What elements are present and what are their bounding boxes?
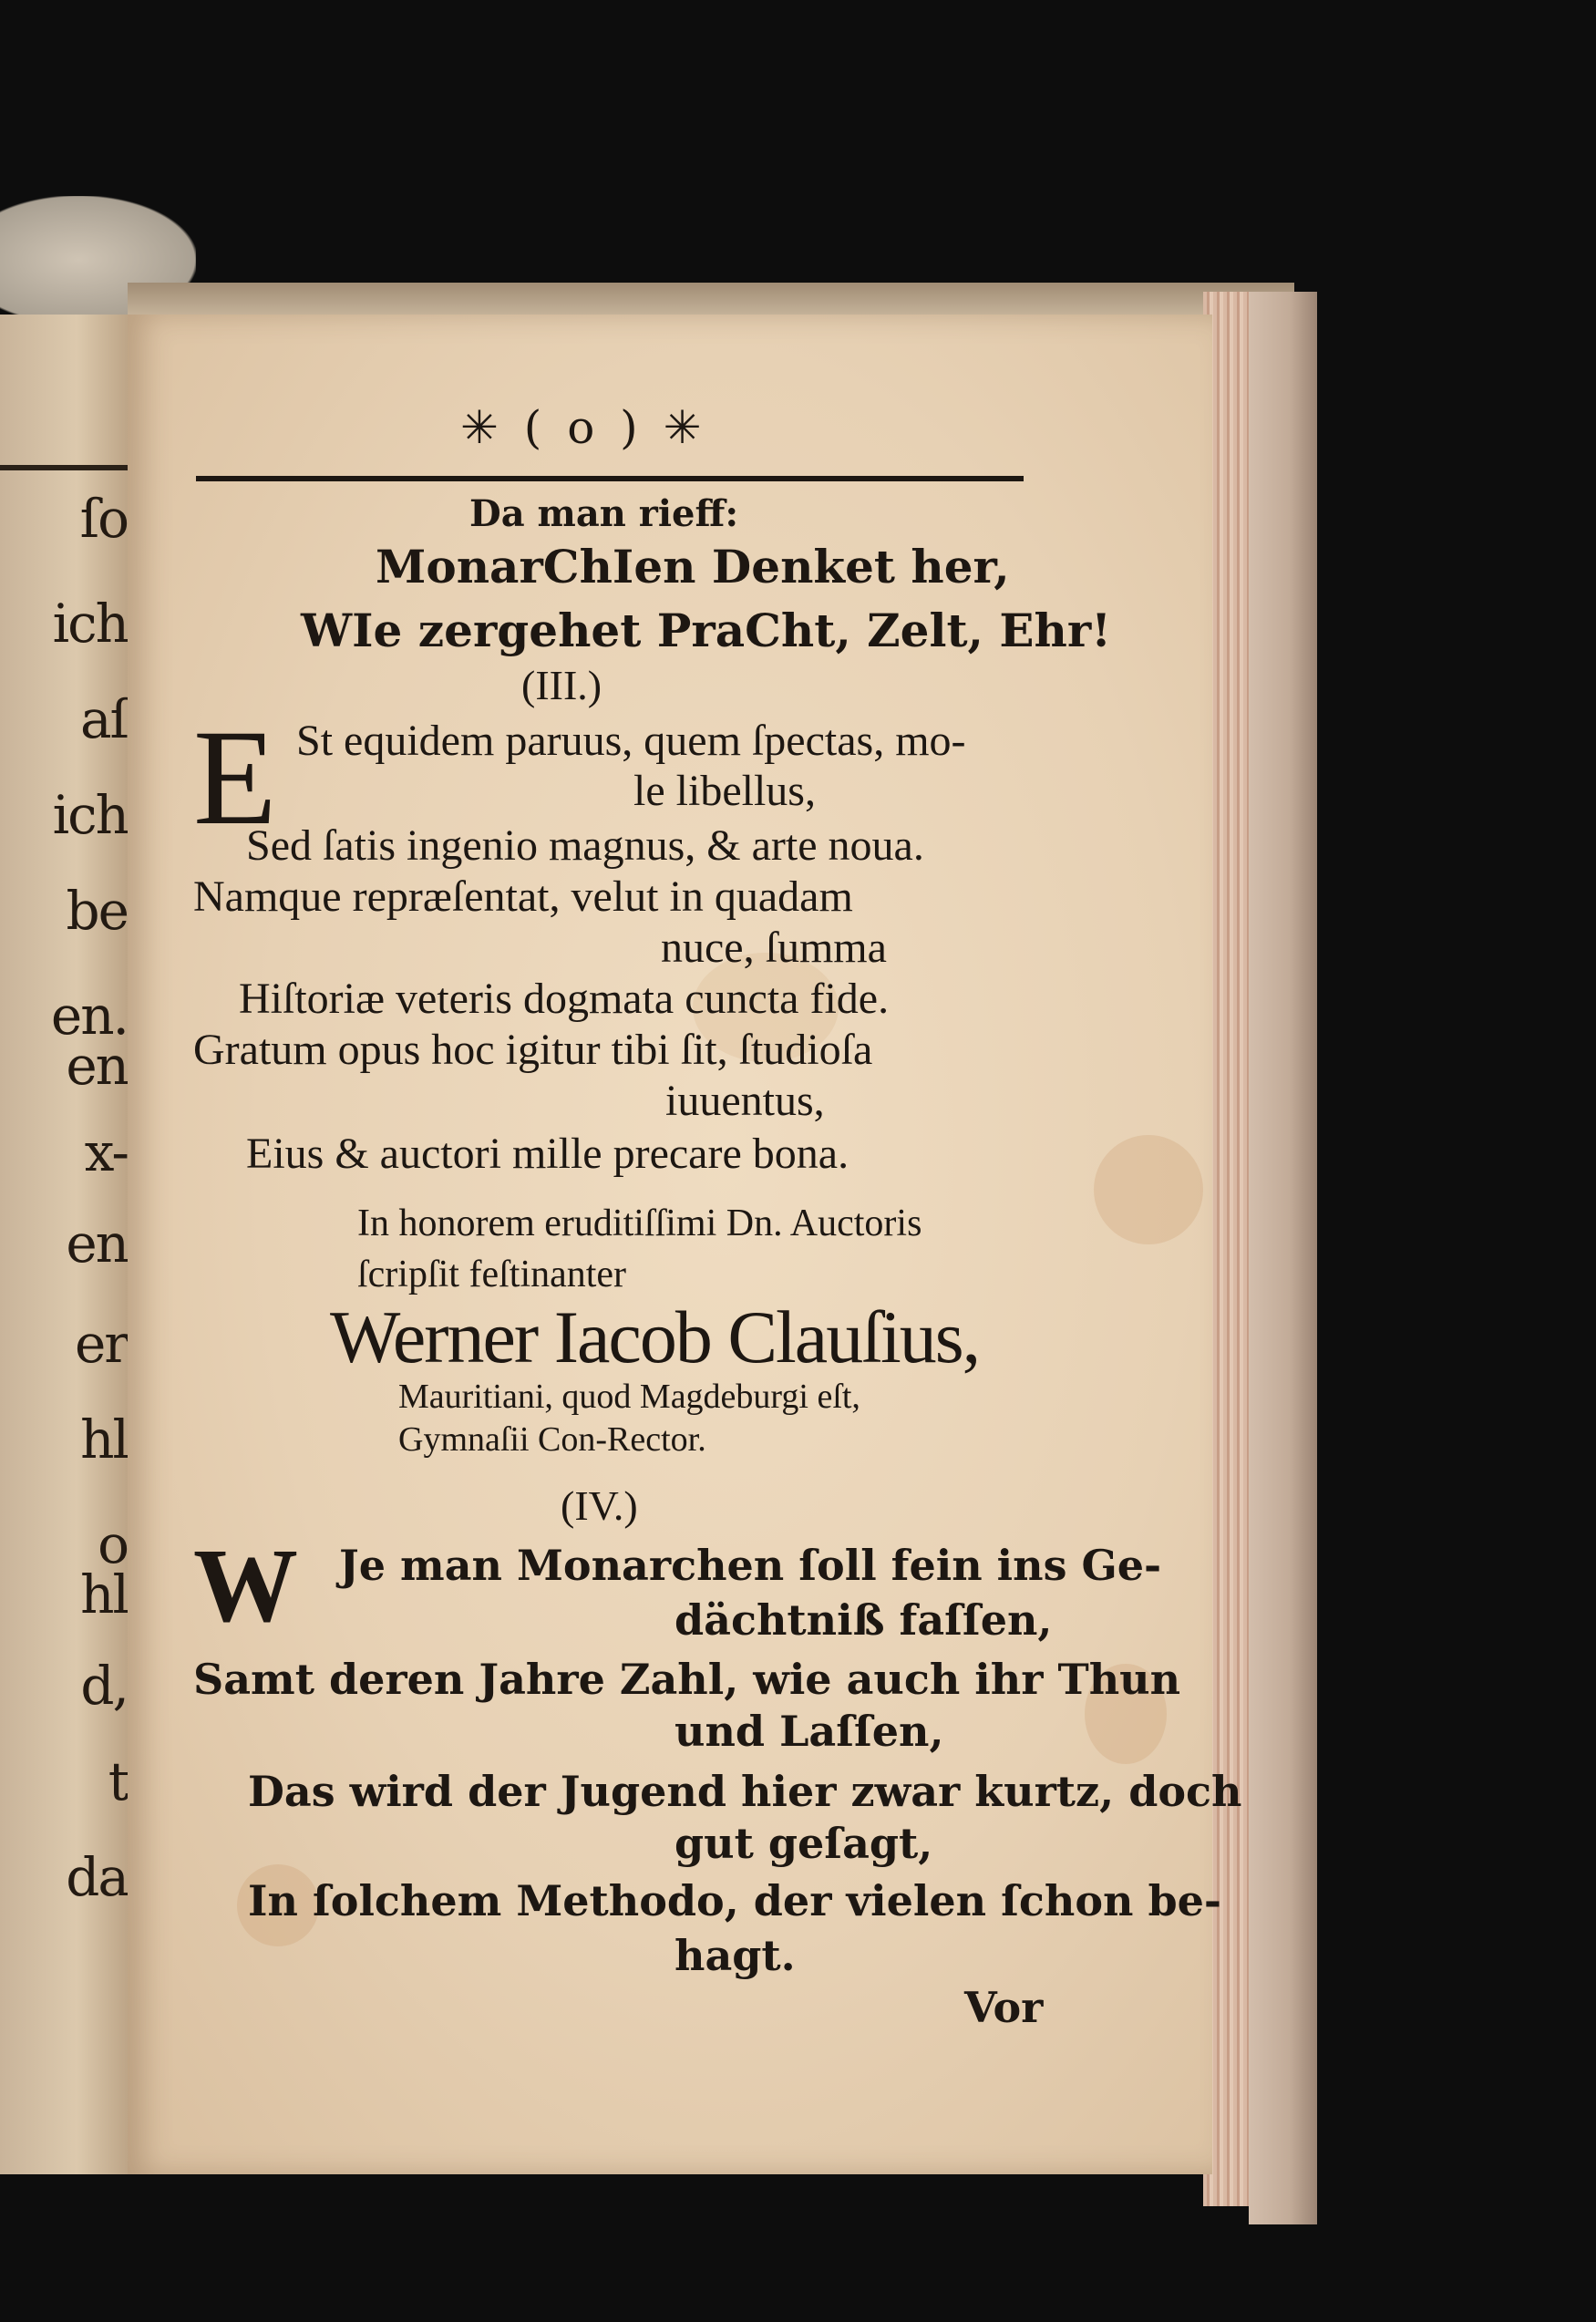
left-page-fragment: d, [80,1655,128,1717]
left-page-fragment: er [74,1313,128,1375]
poem-3-line: Namque repræſentat, velut in quadam [193,872,853,921]
author-name: Werner Iacob Clauſius, [330,1295,980,1378]
poem-4-line: Samt deren Jahre Zahl, wie auch ihr Thun [193,1655,1181,1704]
poem-4-initial: W [193,1528,298,1644]
poem-4-line: Je man Monarchen ſoll fein ins Ge- [339,1541,1162,1590]
poem-4-line: gut geſagt, [674,1819,933,1868]
poem-3-line: le libellus, [633,767,816,815]
poem-4-line: hagt. [674,1931,796,1980]
left-page-fragment: o [98,1513,128,1575]
poem-3-line: St equidem paruus, quem ſpectas, mo- [296,717,966,765]
poem-4-line: und Laſſen, [674,1707,944,1756]
chronogram-line-2: WIe zergehet PraCht, Zelt, Ehr! [301,604,1112,657]
poem-4-line: In ſolchem Methodo, der vielen ſchon be- [248,1876,1222,1925]
poem-3-line: Eius & auctori mille precare bona. [246,1130,849,1178]
dedication-line-1: In honorem eruditiſſimi Dn. Auctoris [357,1202,922,1244]
left-page-fragment: en [66,1213,128,1275]
author-role-2: Gymnaſii Con-Rector. [398,1420,706,1459]
left-page-fragment: x- [84,1121,128,1183]
poem-3-initial: E [193,702,277,853]
left-page-fragment: en. [50,985,128,1047]
book-top-edge [128,283,1294,319]
poem-3-line: Gratum opus hoc igitur tibi ſit, ſtudioſa [193,1026,873,1074]
poem-4-line: dächtniß faſſen, [674,1595,1053,1645]
left-page-fragment: ich [52,784,128,846]
poem-3-line: Hiſtoriæ veteris dogmata cuncta fide. [239,975,890,1023]
left-page-fragment: en [66,1035,128,1097]
poem-3-line: iuuentus, [665,1077,825,1125]
header-rule [196,476,1024,481]
left-page-fragment: aſ [79,688,128,750]
author-role-1: Mauritiani, quod Magdeburgi eſt, [398,1378,860,1416]
catchword: Vor [964,1983,1044,2032]
left-page-fragment: ich [52,593,128,655]
page-header-mark: ✳ ( o ) ✳ [460,401,707,454]
left-page-fragment: hl [80,1409,128,1471]
left-page-rule [0,465,128,470]
poem-3-line: Sed ſatis ingenio magnus, & arte noua. [246,821,924,870]
poem-3-line: nuce, ſumma [661,924,887,972]
book-cover-edge [1249,292,1317,2224]
poem-4-line: Das wird der Jugend hier zwar kurtz, doch [248,1767,1242,1816]
left-page-fragment: da [66,1846,128,1908]
left-page-fragment: ſo [79,488,128,550]
poem-4-number: (IV.) [561,1482,638,1529]
chronogram-line-1: MonarChIen Denket her, [376,540,1010,593]
left-page-fragment: t [108,1750,128,1812]
dedication-line-2: ſcripſit feſtinanter [357,1254,627,1295]
chronogram-intro: Da man rieff: [469,492,739,535]
left-page-fragment: hl [80,1563,128,1625]
left-page-fragment: be [66,880,128,942]
poem-3-number: (III.) [521,662,602,708]
